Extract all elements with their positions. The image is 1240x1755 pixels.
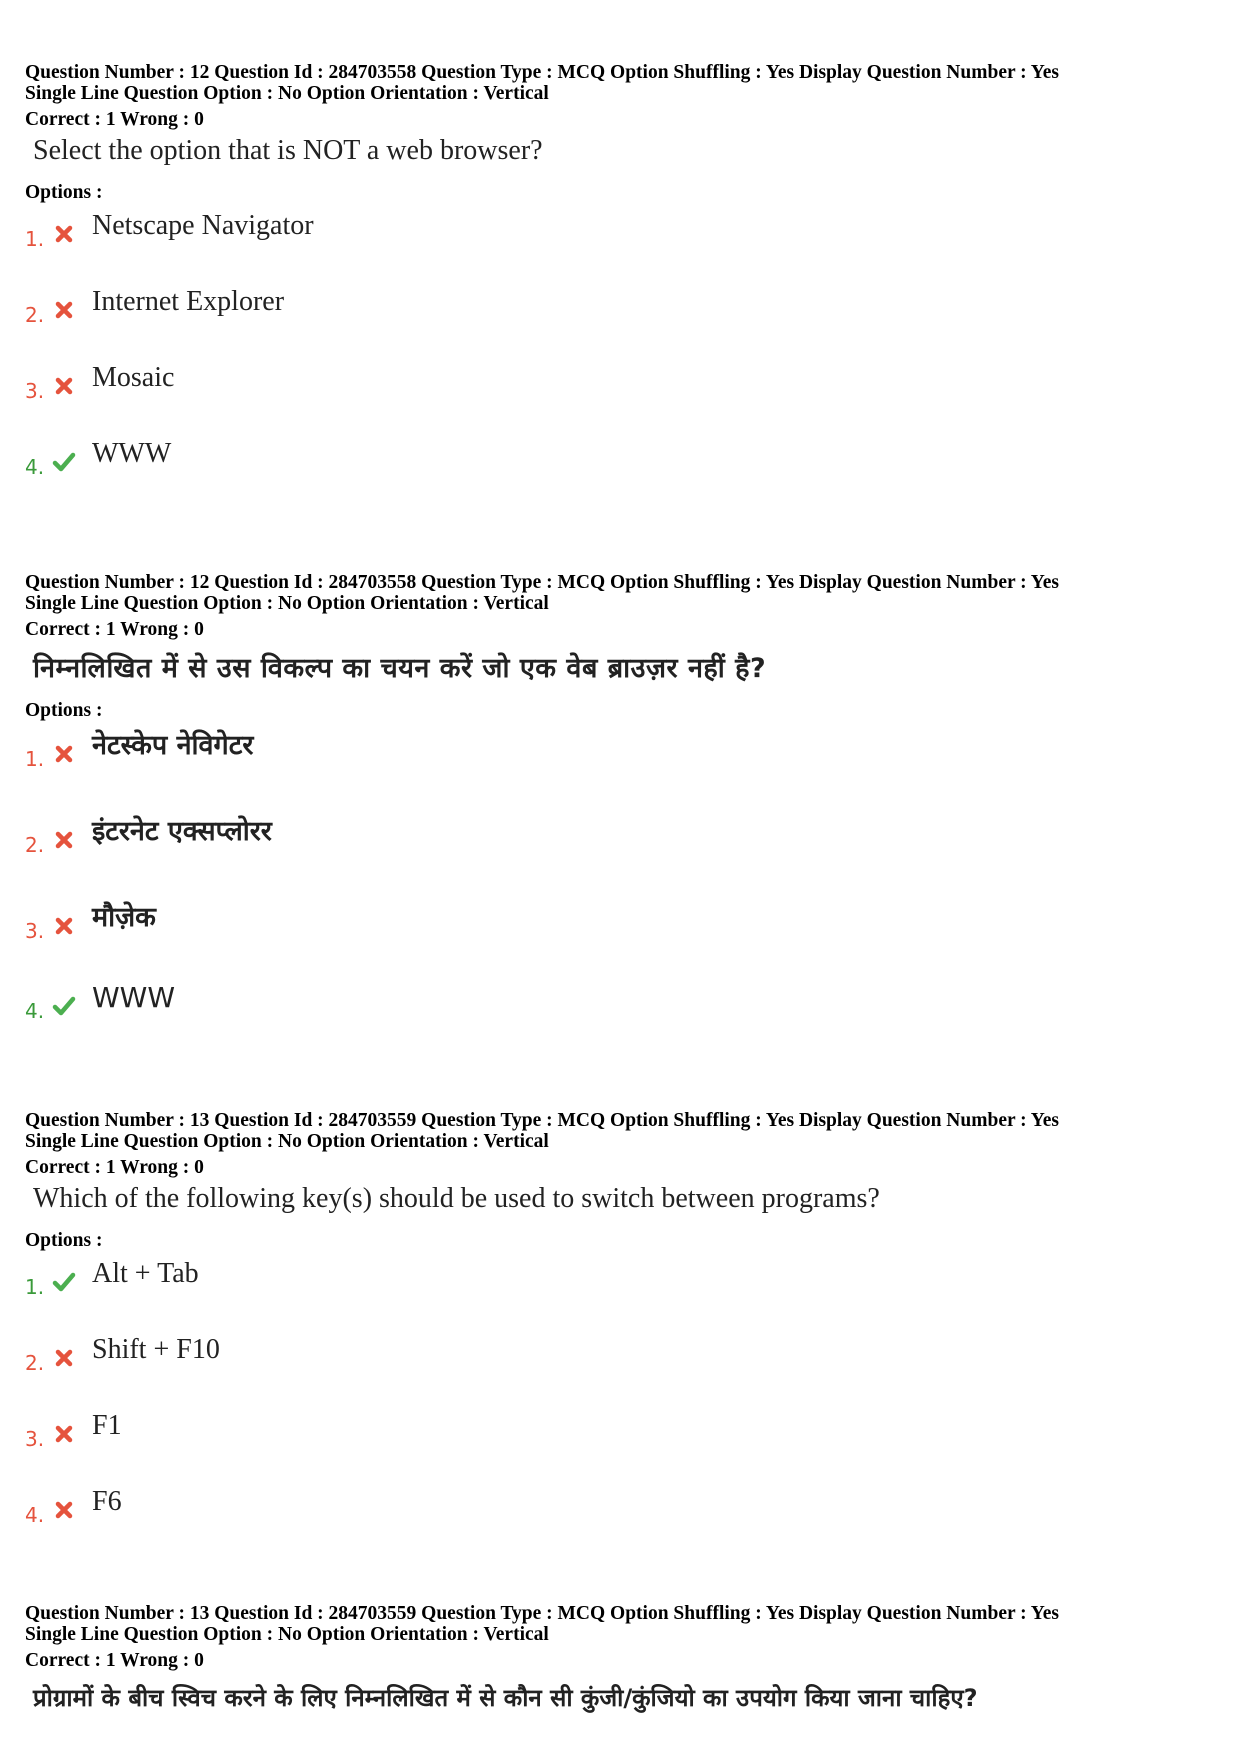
marks-info: Correct : 1 Wrong : 0 — [25, 619, 204, 640]
option-number: 2. — [25, 303, 45, 327]
option-label: Shift + F10 — [92, 1334, 220, 1365]
option-4 — [25, 981, 1215, 1057]
option-label: इंटरनेट एक्सप्लोरर — [92, 816, 272, 847]
question-meta-line-1: Question Number : 13 Question Id : 284703559 Question Type : MCQ Option Shuffling : Yes Display Question Number : Yes — [25, 1110, 1059, 1131]
cross-icon — [51, 373, 77, 399]
question-meta-line-1: Question Number : 12 Question Id : 284703558 Question Type : MCQ Option Shuffling : Yes Display Question Number : Yes — [25, 572, 1059, 593]
option-label: WWW — [92, 438, 172, 469]
marks-info: Correct : 1 Wrong : 0 — [25, 1157, 204, 1178]
option-number: 1. — [25, 227, 45, 251]
marks-info: Correct : 1 Wrong : 0 — [25, 109, 204, 130]
check-icon — [51, 993, 77, 1019]
question-text: प्रोग्रामों के बीच स्विच करने के लिए निम्नलिखित में से कौन सी कुंजी/कुंजियो का उपयोग किया जाना चाहिए? — [33, 1684, 978, 1712]
option-label: Alt + Tab — [92, 1258, 199, 1289]
question-block-4 — [25, 1603, 1215, 1715]
option-number: 4. — [25, 1503, 45, 1527]
option-3 — [25, 1409, 1215, 1485]
question-text: निम्नलिखित में से उस विकल्प का चयन करें जो एक वेब ब्राउज़र नहीं है? — [33, 653, 767, 684]
check-icon — [51, 1269, 77, 1295]
option-2 — [25, 1333, 1215, 1409]
question-meta-line-1: Question Number : 13 Question Id : 284703559 Question Type : MCQ Option Shuffling : Yes Display Question Number : Yes — [25, 1603, 1059, 1624]
option-label: Internet Explorer — [92, 286, 285, 317]
question-block-2 — [25, 572, 1215, 1057]
options-label: Options : — [25, 1230, 103, 1251]
cross-icon — [51, 1497, 77, 1523]
question-block-3 — [25, 1110, 1215, 1561]
option-label: Mosaic — [92, 362, 175, 393]
option-4 — [25, 437, 1215, 513]
question-meta-line-2: Single Line Question Option : No Option Orientation : Vertical — [25, 1624, 549, 1645]
option-number: 1. — [25, 747, 45, 771]
question-meta-line-2: Single Line Question Option : No Option Orientation : Vertical — [25, 1131, 549, 1152]
cross-icon — [51, 1421, 77, 1447]
cross-icon — [51, 741, 77, 767]
option-number: 2. — [25, 1351, 45, 1375]
option-label: मौज़ेक — [92, 902, 156, 933]
option-number: 1. — [25, 1275, 45, 1299]
option-3 — [25, 901, 1215, 981]
option-number: 2. — [25, 833, 45, 857]
check-icon — [51, 449, 77, 475]
option-4 — [25, 1485, 1215, 1561]
question-meta-line-2: Single Line Question Option : No Option Orientation : Vertical — [25, 593, 549, 614]
cross-icon — [51, 297, 77, 323]
options-label: Options : — [25, 700, 103, 721]
option-label: नेटस्केप नेविगेटर — [92, 730, 254, 761]
cross-icon — [51, 221, 77, 247]
option-number: 3. — [25, 379, 45, 403]
option-number: 4. — [25, 455, 45, 479]
option-1 — [25, 1257, 1215, 1333]
option-2 — [25, 815, 1215, 901]
marks-info: Correct : 1 Wrong : 0 — [25, 1650, 204, 1671]
option-label: Netscape Navigator — [92, 210, 314, 241]
cross-icon — [51, 913, 77, 939]
option-label: WWW — [92, 981, 176, 1014]
option-3 — [25, 361, 1215, 437]
question-text: Which of the following key(s) should be used to switch between programs? — [33, 1183, 880, 1214]
cross-icon — [51, 1345, 77, 1371]
option-number: 3. — [25, 919, 45, 943]
question-meta-line-2: Single Line Question Option : No Option Orientation : Vertical — [25, 83, 549, 104]
question-meta-line-1: Question Number : 12 Question Id : 284703558 Question Type : MCQ Option Shuffling : Yes Display Question Number : Yes — [25, 62, 1059, 83]
cross-icon — [51, 827, 77, 853]
option-number: 4. — [25, 999, 45, 1023]
question-block-1 — [25, 62, 1215, 513]
options-label: Options : — [25, 182, 103, 203]
option-1 — [25, 209, 1215, 285]
option-2 — [25, 285, 1215, 361]
option-label: F1 — [92, 1410, 122, 1441]
option-number: 3. — [25, 1427, 45, 1451]
question-text: Select the option that is NOT a web browser? — [33, 135, 543, 166]
option-1 — [25, 729, 1215, 815]
option-label: F6 — [92, 1486, 122, 1517]
